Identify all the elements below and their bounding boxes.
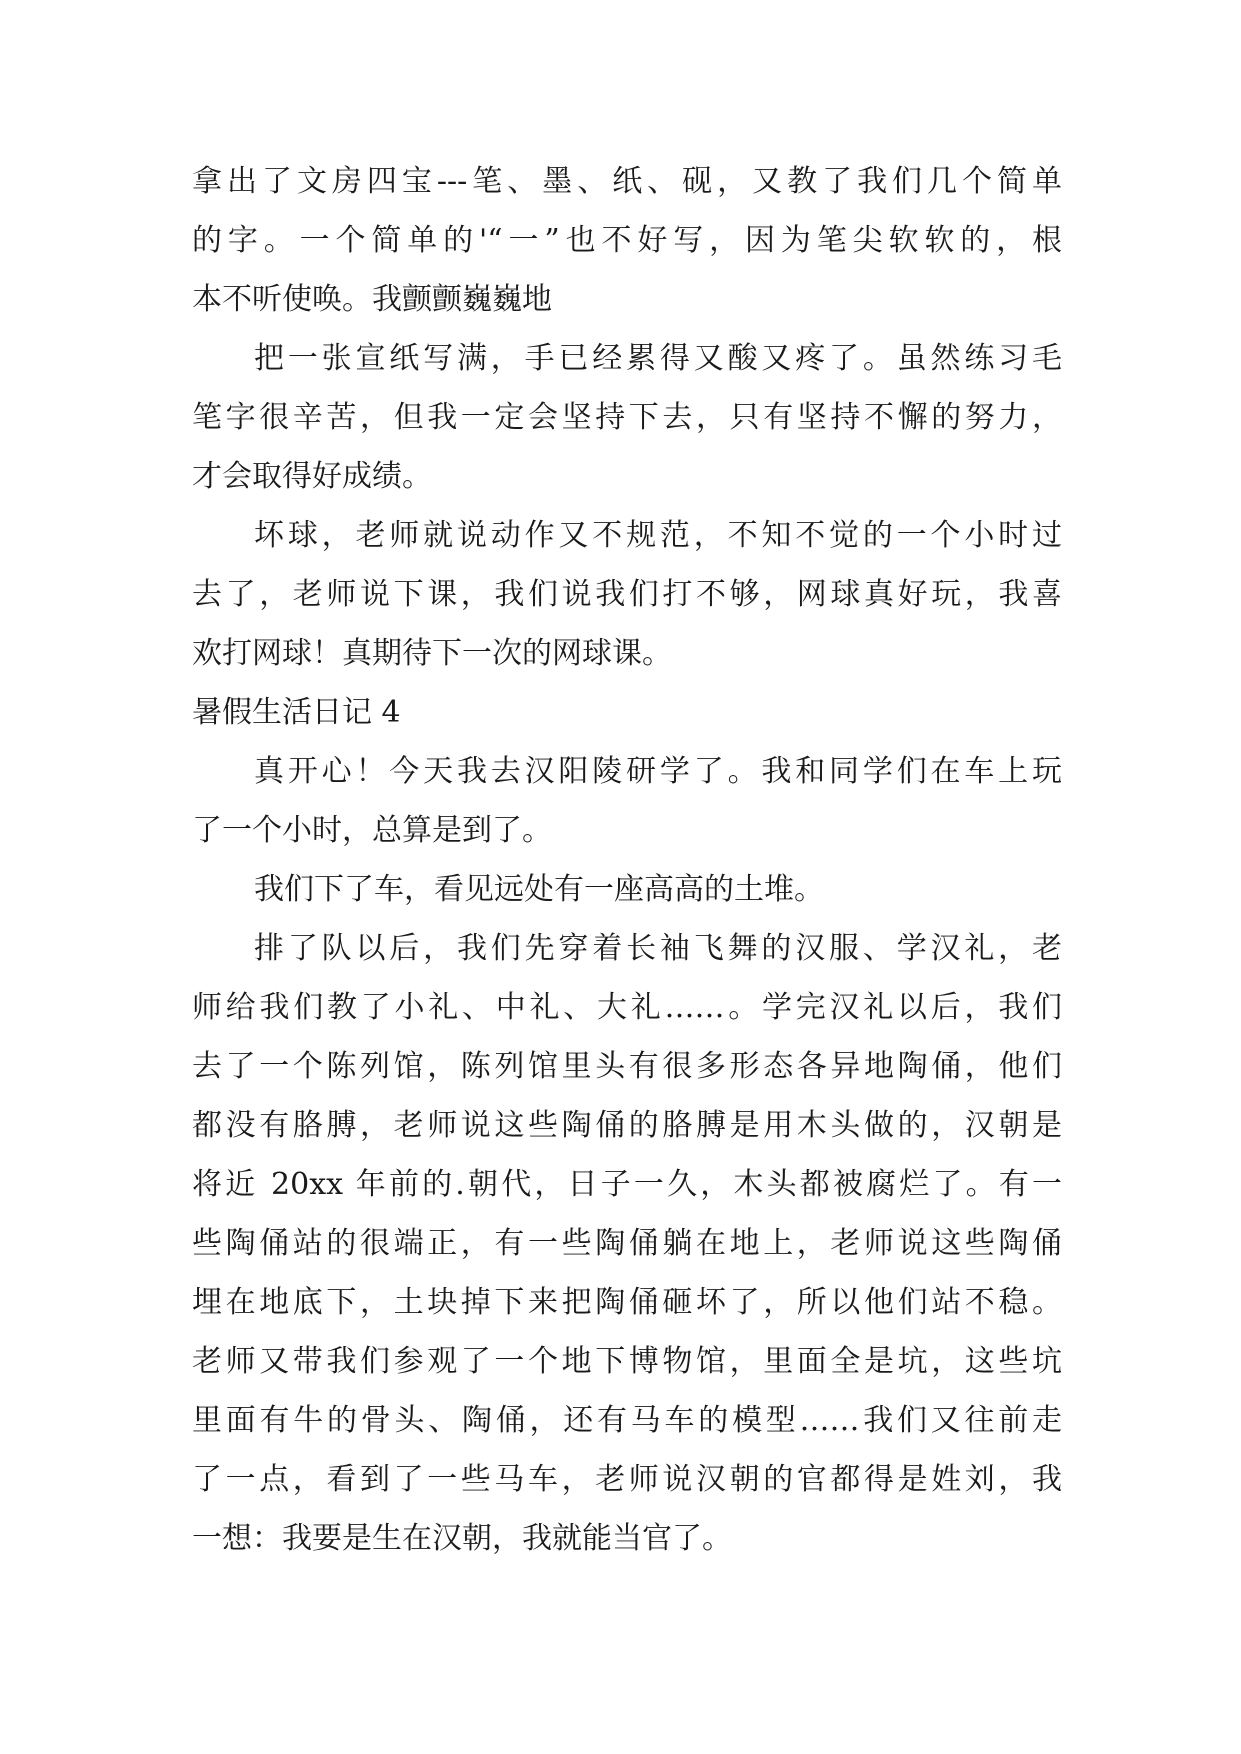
text-line: 去了一个陈列馆，陈列馆里头有很多形态各异地陶俑，他们: [192, 1049, 1062, 1084]
text-line: 拿出了文房四宝---笔、墨、纸、砚，又教了我们几个简单: [192, 164, 1062, 199]
text-line: 的字。一个简单的'“一”也不好写，因为笔尖软软的，根: [192, 223, 1062, 258]
text-line: 把一张宣纸写满，手已经累得又酸又疼了。虽然练习毛: [254, 341, 1062, 376]
text-line: 真开心！今天我去汉阳陵研学了。我和同学们在车上玩: [254, 754, 1062, 789]
text-line: 去了，老师说下课，我们说我们打不够，网球真好玩，我喜: [192, 577, 1062, 612]
text-line: 些陶俑站的很端正，有一些陶俑躺在地上，老师说这些陶俑: [192, 1226, 1062, 1261]
text-line: 本不听使唤。我颤颤巍巍地: [192, 282, 552, 317]
text-line: 暑假生活日记 4: [192, 695, 401, 730]
text-line: 欢打网球！真期待下一次的网球课。: [192, 636, 672, 671]
text-line: 将近 20xx 年前的.朝代，日子一久，木头都被腐烂了。有一: [192, 1167, 1062, 1202]
text-line: 一想：我要是生在汉朝，我就能当官了。: [192, 1521, 732, 1556]
text-line: 坏球，老师就说动作又不规范，不知不觉的一个小时过: [254, 518, 1062, 553]
text-line: 了一点，看到了一些马车，老师说汉朝的官都得是姓刘，我: [192, 1462, 1062, 1497]
text-line: 都没有胳膊，老师说这些陶俑的胳膊是用木头做的，汉朝是: [192, 1108, 1062, 1143]
text-line: 我们下了车，看见远处有一座高高的土堆。: [254, 872, 824, 907]
text-line: 了一个小时，总算是到了。: [192, 813, 552, 848]
text-line: 排了队以后，我们先穿着长袖飞舞的汉服、学汉礼，老: [254, 931, 1062, 966]
text-line: 师给我们教了小礼、中礼、大礼……。学完汉礼以后，我们: [192, 990, 1062, 1025]
text-line: 笔字很辛苦，但我一定会坚持下去，只有坚持不懈的努力，: [192, 400, 1062, 435]
document-body: [192, 152, 1062, 1568]
text-line: 才会取得好成绩。: [192, 459, 432, 494]
text-line: 里面有牛的骨头、陶俑，还有马车的模型……我们又往前走: [192, 1403, 1062, 1438]
text-line: 老师又带我们参观了一个地下博物馆，里面全是坑，这些坑: [192, 1344, 1062, 1379]
text-line: 埋在地底下，土块掉下来把陶俑砸坏了，所以他们站不稳。: [192, 1285, 1062, 1320]
